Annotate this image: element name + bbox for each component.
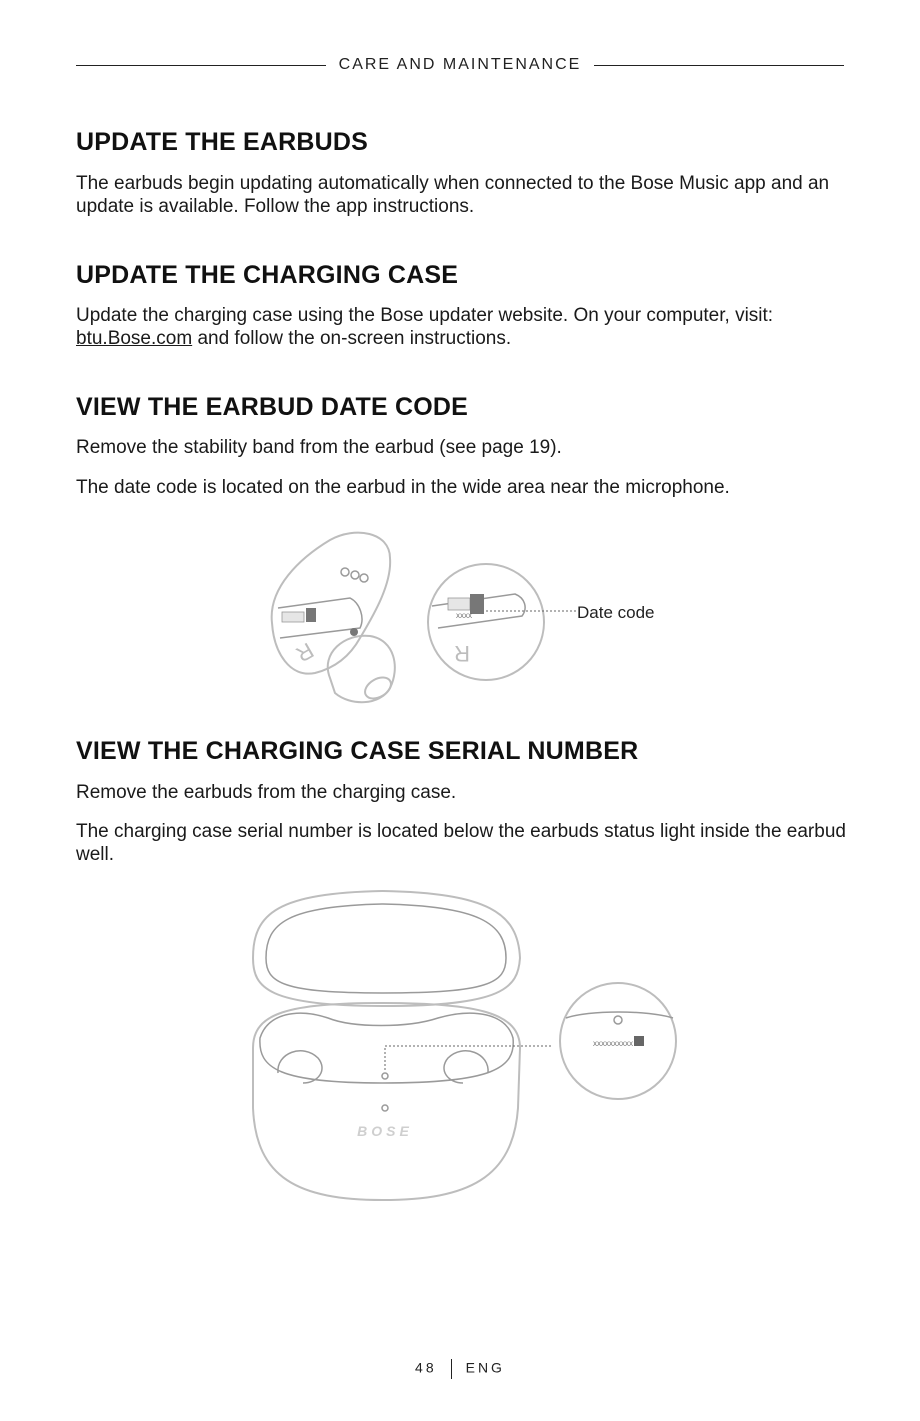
magnifier-circle [428, 564, 544, 680]
earbud-vent-1 [341, 568, 349, 576]
status-light-inner-icon [382, 1073, 388, 1079]
paragraph-serial-location: The charging case serial number is located below the earbuds status light inside the earbud well. [76, 821, 846, 865]
page-number: 48 [415, 1359, 437, 1376]
case-lid [253, 891, 520, 1006]
status-light-outer-icon [382, 1105, 388, 1111]
header [0, 56, 920, 74]
paragraph-update-earbuds: The earbuds begin updating automatically when connected to the Bose Music app and an update is available. Follow the app instructions. [76, 173, 830, 217]
ear-tip-opening [361, 673, 394, 703]
serial-number-placeholder: XXXXXXXXXX [593, 1042, 634, 1048]
serial-magnifier-circle [560, 983, 676, 1099]
footer [0, 1359, 920, 1379]
paragraph-remove-earbuds: Remove the earbuds from the charging case. [76, 782, 457, 803]
header-title: CARE AND MAINTENANCE [331, 56, 590, 73]
date-code-label-small [282, 612, 304, 622]
btu-bose-link[interactable]: btu.Bose.com [76, 328, 193, 349]
microphone-icon [350, 628, 358, 636]
paragraph-update-case-pre: Update the charging case using the Bose updater website. On your computer, visit: [76, 305, 774, 326]
heading-update-earbuds: UPDATE THE EARBUDS [76, 128, 369, 156]
heading-update-case: UPDATE THE CHARGING CASE [76, 261, 459, 289]
earbud-illustration [260, 528, 680, 708]
magnified-status-light-icon [614, 1016, 622, 1024]
heading-serial-number: VIEW THE CHARGING CASE SERIAL NUMBER [76, 737, 639, 765]
serial-qr-icon [634, 1036, 644, 1046]
earbud-vent-3 [360, 574, 368, 582]
qr-code-small-icon [306, 608, 316, 622]
paragraph-update-case-post: and follow the on-screen instructions. [197, 328, 512, 349]
earbud-slot-left [278, 1051, 322, 1083]
charging-case-illustration [248, 888, 688, 1208]
date-code-callout: Date code [577, 603, 655, 622]
code-placeholder: XXXX [456, 614, 473, 620]
qr-code-large-icon [470, 594, 484, 614]
case-lid-inner [266, 904, 506, 993]
date-code-label-large [448, 598, 470, 610]
earbud-vent-2 [351, 571, 359, 579]
paragraph-remove-band: Remove the stability band from the earbud (see page 19). [76, 437, 562, 458]
footer-separator [451, 1359, 452, 1379]
case-well [260, 1013, 513, 1083]
case-base [253, 1003, 520, 1200]
language-code: ENG [465, 1359, 505, 1376]
bose-logo: BOSE [357, 1123, 413, 1139]
paragraph-update-case [76, 304, 846, 350]
side-letter-right: R [454, 641, 470, 666]
side-letter-left: R [291, 637, 318, 668]
ear-tip [328, 636, 395, 702]
heading-date-code: VIEW THE EARBUD DATE CODE [76, 393, 469, 421]
paragraph-date-code-location: The date code is located on the earbud in the wide area near the microphone. [76, 477, 730, 498]
